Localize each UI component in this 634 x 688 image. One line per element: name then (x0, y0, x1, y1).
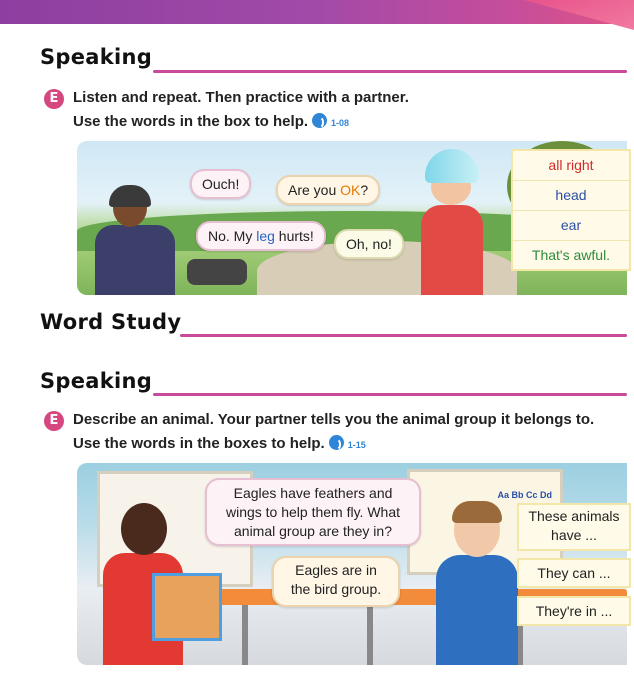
speech-bubble-are-you-ok: Are you OK? (276, 175, 380, 205)
word-box-item: all right (513, 151, 629, 181)
audio-track-number: 1-15 (347, 440, 366, 450)
instruction-line-2-wrap (73, 432, 594, 457)
heading-underline (180, 334, 627, 337)
instruction-line-2: Use the words in the boxes to help. (73, 435, 325, 452)
instruction-text-2 (73, 408, 594, 457)
heading-underline (153, 70, 627, 73)
boy-with-helmet (95, 189, 165, 295)
phrase-box-these-animals-have: These animals have ... (517, 503, 631, 551)
speech-bubble-answer: Eagles are in the bird group. (272, 556, 400, 607)
phrase-box-theyre-in: They're in ... (517, 596, 631, 626)
phrase-box-they-can: They can ... (517, 558, 631, 588)
instruction-text-1 (73, 86, 409, 135)
section-heading-word-study: Word Study (40, 310, 182, 334)
boy-in-blue (432, 503, 522, 665)
word-box (511, 149, 631, 271)
instruction-line-1: Describe an animal. Your partner tells you the animal group it belongs to. (73, 411, 595, 428)
roller-skate (187, 259, 247, 285)
girl-with-helmet (417, 149, 487, 295)
activity-badge: E (44, 411, 64, 431)
speech-bubble-leg-hurts: No. My leg hurts! (196, 221, 326, 251)
audio-icon[interactable] (329, 435, 344, 450)
alphabet-text: Aa Bb Cc Dd (497, 490, 552, 500)
instruction-line-2: Use the words in the box to help. (73, 113, 309, 130)
eagle-picture (152, 573, 222, 641)
word-box-item: ear (513, 211, 629, 241)
keyword-leg: leg (256, 228, 275, 244)
speech-bubble-ouch: Ouch! (190, 169, 251, 199)
section-heading-speaking-1: Speaking (40, 45, 153, 69)
audio-icon[interactable] (312, 113, 327, 128)
speech-bubble-question: Eagles have feathers and wings to help them fly. What animal group are they in? (205, 478, 421, 546)
word-box-item: That's awful. (531, 247, 611, 263)
audio-track-number: 1-08 (331, 118, 350, 128)
top-banner (0, 0, 634, 24)
activity-badge: E (44, 89, 64, 109)
section-heading-speaking-2: Speaking (40, 369, 153, 393)
instruction-line-1: Listen and repeat. Then practice with a partner. (73, 89, 409, 106)
word-box-item: head (513, 181, 629, 211)
heading-underline (153, 393, 627, 396)
speech-bubble-oh-no: Oh, no! (334, 229, 404, 259)
keyword-ok: OK (340, 182, 361, 198)
instruction-line-2-wrap (73, 110, 409, 135)
